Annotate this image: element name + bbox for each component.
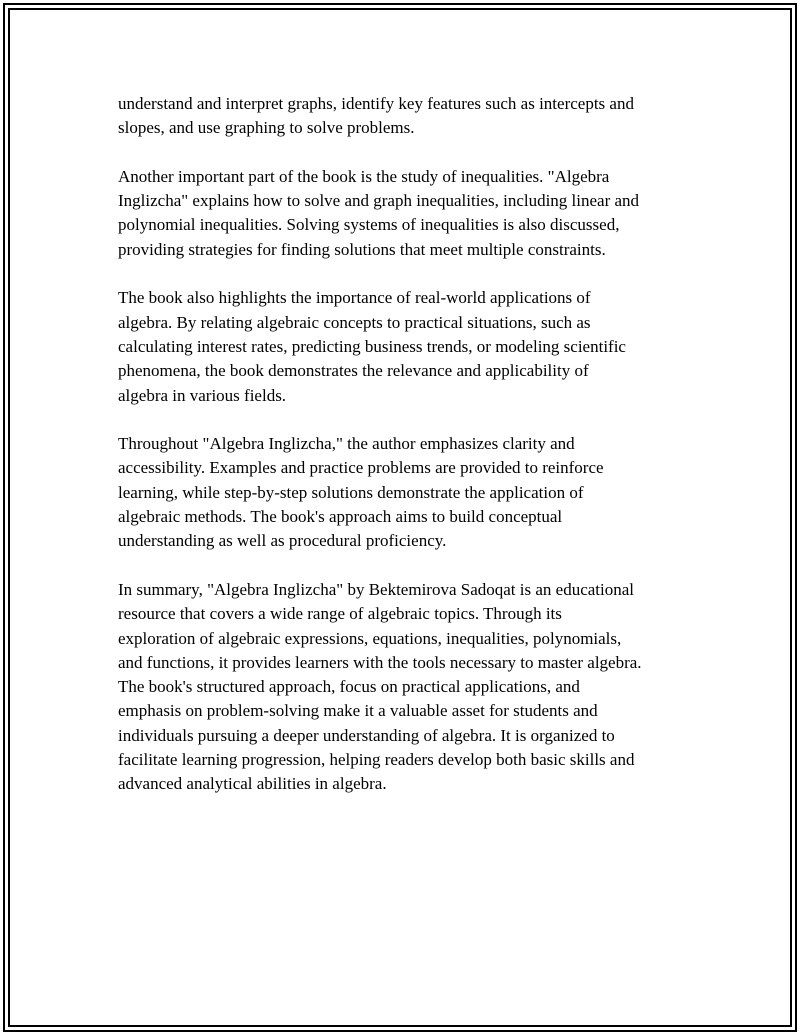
paragraph-applications: The book also highlights the importance of real-world applications of algebra. By relating algebraic concepts to practical situations, such as calculating interest rates, predicting business trends, or modeling scientific phenomena, the book demonstrates the relevance and applicability of algebra in various fields. [118,288,626,405]
paragraph-summary: In summary, "Algebra Inglizcha" by Bektemirova Sadoqat is an educational resource that covers a wide range of algebraic topics. Through its exploration of algebraic expressions, equations, inequalities, polynomials, and functions, it provides learners with the tools necessary to master algebra. The book's structured approach, focus on practical applications, and emphasis on problem-solving make it a valuable asset for students and individuals pursuing a deeper understanding of algebra. It is organized to facilitate learning progression, helping readers develop both basic skills and advanced analytical abilities in algebra. [118,579,642,794]
paragraph-graphs: understand and interpret graphs, identify key features such as intercepts and slopes, and use graphing to solve problems. [118,94,634,138]
paragraph-inequalities: Another important part of the book is the study of inequalities. "Algebra Inglizcha" explains how to solve and graph inequalities, including linear and polynomial inequalities. Solving systems of inequalities is also discussed, providing strategies for finding solutions that meet multiple constraints. [118,166,640,259]
paragraph-clarity: Throughout "Algebra Inglizcha," the author emphasizes clarity and accessibility. Examples and practice problems are provided to reinforce learning, while step-by-step solutions demonstrate the application of algebraic methods. The book's approach aims to build conceptual understanding as well as procedural proficiency. [118,434,604,551]
page-body [118,92,688,821]
